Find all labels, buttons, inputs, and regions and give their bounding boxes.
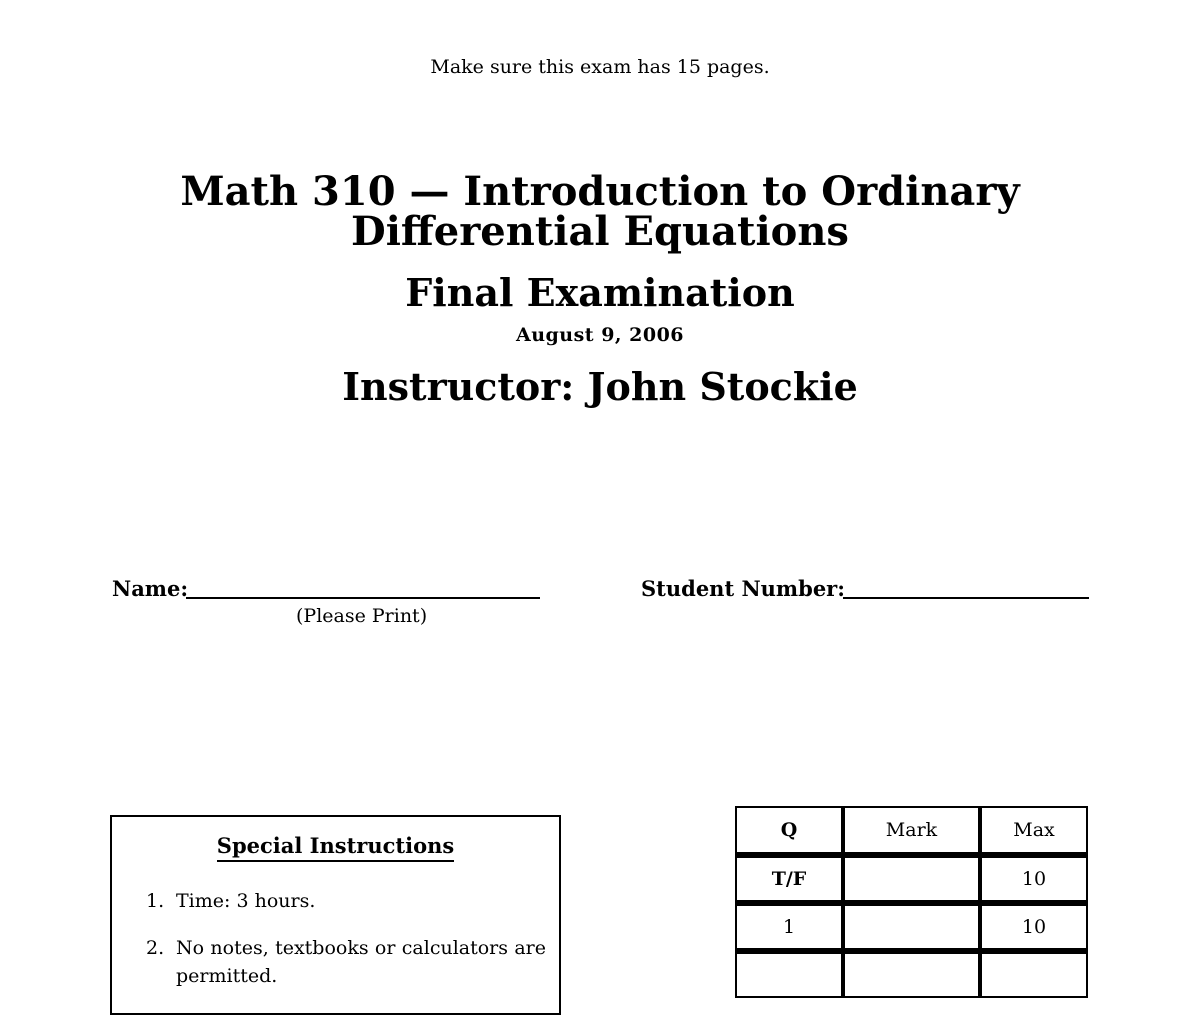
header-mark: Mark — [843, 806, 980, 854]
instruction-number: 2. — [146, 937, 165, 959]
max-cell: 10 — [980, 854, 1088, 902]
question-cell: 1 — [735, 902, 843, 950]
table-row — [735, 902, 1088, 950]
mark-cell[interactable] — [843, 902, 980, 950]
question-cell: T/F — [735, 854, 843, 902]
instruction-number: 1. — [146, 890, 165, 912]
header-q: Q — [735, 806, 843, 854]
instruction-item — [146, 934, 546, 990]
instruction-text: No notes, textbooks or calculators are permitted. — [176, 937, 546, 987]
special-instructions-box — [110, 815, 561, 1015]
table-row — [735, 854, 1088, 902]
mark-cell[interactable] — [843, 950, 980, 998]
mark-cell[interactable] — [843, 854, 980, 902]
table-row — [735, 950, 1088, 998]
name-label: Name: — [112, 576, 189, 601]
student-number-field[interactable] — [843, 597, 1089, 599]
question-cell — [735, 950, 843, 998]
instructor-name: Instructor: John Stockie — [342, 364, 858, 409]
course-title-line-1: Math 310 — Introduction to Ordinary — [180, 168, 1020, 215]
course-title — [0, 168, 1200, 255]
exam-date: August 9, 2006 — [515, 324, 685, 346]
name-hint: (Please Print) — [296, 605, 428, 627]
marks-table — [735, 806, 1088, 998]
special-instructions-title: Special Instructions — [112, 833, 559, 858]
student-number-label: Student Number: — [641, 576, 846, 601]
table-header-row — [735, 806, 1088, 854]
instruction-item — [146, 887, 546, 915]
exam-title: Final Examination — [405, 270, 795, 315]
instruction-text: Time: 3 hours. — [176, 890, 316, 912]
course-title-line-2: Differential Equations — [351, 208, 849, 255]
name-field[interactable] — [186, 597, 540, 599]
max-cell — [980, 950, 1088, 998]
max-cell: 10 — [980, 902, 1088, 950]
header-max: Max — [980, 806, 1088, 854]
page-count-note: Make sure this exam has 15 pages. — [430, 56, 770, 78]
